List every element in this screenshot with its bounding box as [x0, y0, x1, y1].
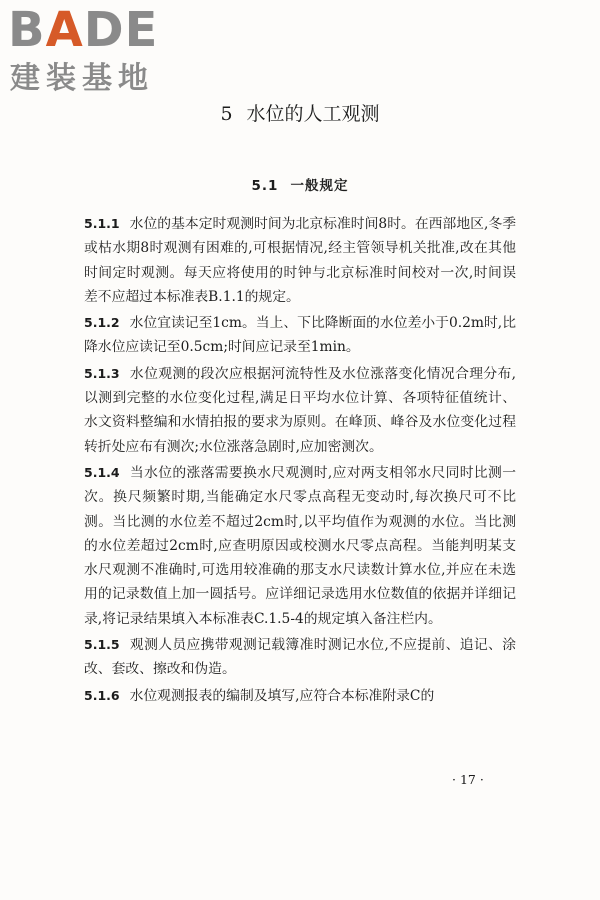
clause-5-1-6 — [84, 684, 516, 708]
logo-letter-a-accent: A — [45, 2, 84, 58]
clause-5-1-5 — [84, 633, 516, 682]
logo-letter-b: B — [8, 2, 46, 58]
clause-number: 5.1.6 — [84, 687, 120, 703]
section-number: 5.1 — [251, 178, 279, 194]
clause-text: 水位观测报表的编制及填写,应符合本标准附录C的 — [129, 687, 435, 704]
logo-subtitle: 建装基地 — [10, 61, 154, 96]
bade-logo — [8, 4, 178, 96]
section-title — [0, 176, 600, 196]
chapter-number: 5 — [220, 103, 233, 125]
page-number: · 17 · — [452, 772, 484, 787]
clause-number: 5.1.1 — [84, 216, 120, 231]
clause-text: 当水位的涨落需要换水尺观测时,应对两支相邻水尺同时比测一次。换尺频繁时期,当能确定水尺零点高程无变动时,每次换尺可不比测。当比测的水位差不超过2cm时,以平均值作为观测的水位。当比测的水位差超过2cm时,应查明原因或校测水尺零点高程。当能判明某支水尺观测不准确时,可选用较准确的那支水尺读数计算水位,并应在未选用的记录数值上加一圆括号。应详细记录选用水位数值的依据并详细记录,将记录结果填入本标准表C.1.5-4的规定填入备注栏内。 — [84, 464, 516, 627]
clause-number: 5.1.2 — [84, 315, 120, 331]
clause-5-1-4 — [84, 461, 516, 631]
clause-5-1-2 — [84, 311, 516, 360]
clause-number: 5.1.5 — [84, 637, 120, 653]
logo-wordmark — [8, 4, 158, 56]
chapter-title-text: 水位的人工观测 — [246, 103, 380, 125]
clause-5-1-3 — [84, 362, 516, 459]
clause-number: 5.1.4 — [84, 464, 120, 480]
chapter-title — [0, 101, 600, 127]
clause-number: 5.1.3 — [84, 365, 120, 381]
section-title-text: 一般规定 — [290, 178, 349, 194]
clause-text: 观测人员应携带观测记载簿准时测记水位,不应提前、追记、涂改、套改、擦改和伪造。 — [84, 637, 516, 678]
clause-5-1-1 — [84, 212, 516, 309]
document-body — [84, 212, 516, 710]
clause-text: 水位宜读记至1cm。当上、下比降断面的水位差小于0.2m时,比降水位应读记至0.5cm;时间应记录至1min。 — [84, 315, 516, 356]
logo-letters-de: DE — [83, 2, 159, 58]
clause-text: 水位观测的段次应根据河流特性及水位涨落变化情况合理分布,以测到完整的水位变化过程,满足日平均水位计算、各项特征值统计、水文资料整编和水情拍报的要求为原则。在峰顶、峰谷及水位变化过程转折处应布有测次;水位涨落急剧时,应加密测次。 — [84, 365, 516, 455]
clause-text: 水位的基本定时观测时间为北京标准时间8时。在西部地区,冬季或枯水期8时观测有困难的,可根据情况,经主管领导机关批准,改在其他时间定时观测。每天应将使用的时钟与北京标准时间校对一次,时间误差不应超过本标准表B.1.1的规定。 — [84, 216, 516, 305]
